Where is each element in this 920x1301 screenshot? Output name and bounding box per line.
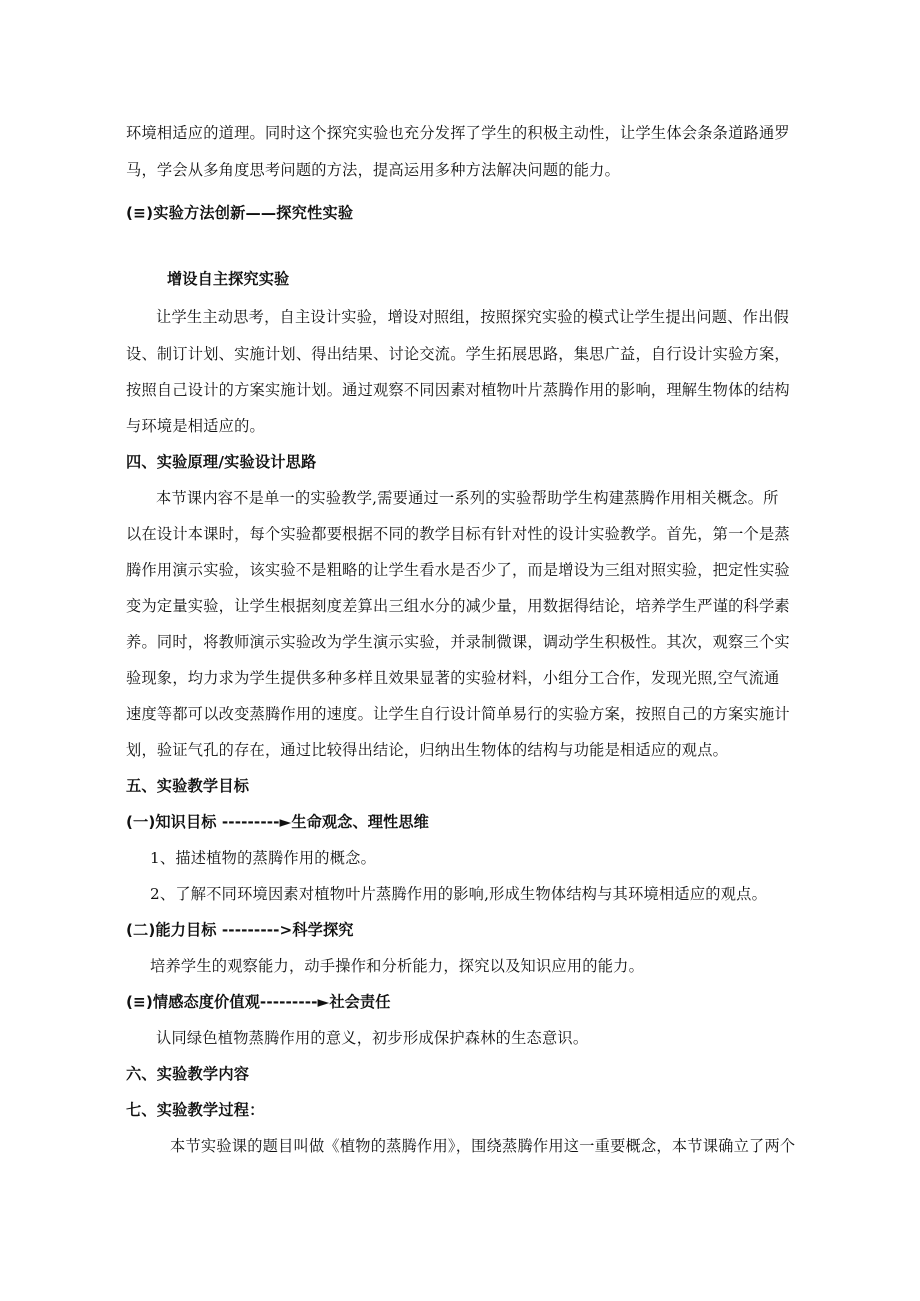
knowledge-goal-item-1: 1、描述植物的蒸腾作用的概念。 xyxy=(150,849,377,867)
section-4-paragraph-line-1: 本节课内容不是单一的实验教学,需要通过一系列的实验帮助学生构建蒸腾作用相关概念。所 xyxy=(156,489,779,507)
section-4-paragraph-line-4: 变为定量实验，让学生根据刻度差算出三组水分的减少量，用数据得结论，培养学生严谨的科学素 xyxy=(126,597,790,615)
intro-line-1: 环境相适应的道理。同时这个探究实验也充分发挥了学生的积极主动性，让学生体会条条道路通罗 xyxy=(126,124,790,142)
ability-goal-heading: (二)能力目标 --------->科学探究 xyxy=(126,921,354,939)
emotion-goal-heading: (≡)情感态度价值观---------►社会责任 xyxy=(126,993,391,1011)
emotion-goal-text: 认同绿色植物蒸腾作用的意义，初步形成保护森林的生态意识。 xyxy=(156,1029,589,1047)
section-4-paragraph-line-2: 以在设计本课时，每个实验都要根据不同的教学目标有针对性的设计实验教学。首先，第一个是蒸 xyxy=(126,525,790,543)
knowledge-goal-heading: (一)知识目标 ---------►生命观念、理性思维 xyxy=(126,813,429,831)
section-7-heading: 七、实验教学过程： xyxy=(126,1101,265,1119)
section-7-paragraph-line-1: 本节实验课的题目叫做《植物的蒸腾作用》，围绕蒸腾作用这一重要概念，本节课确立了两个 xyxy=(170,1137,796,1155)
section-5-heading: 五、实验教学目标 xyxy=(126,777,250,795)
section-3-heading: (≡)实验方法创新——探究性实验 xyxy=(126,204,354,222)
section-4-paragraph-line-5: 养。同时，将教师演示实验改为学生演示实验，并录制微课，调动学生积极性。其次，观察三个实 xyxy=(126,633,790,651)
section-3-paragraph-line-4: 与环境是相适应的。 xyxy=(126,417,265,435)
section-4-paragraph-line-3: 腾作用演示实验，该实验不是粗略的让学生看水是否少了，而是增设为三组对照实验，把定性实验 xyxy=(126,561,790,579)
ability-goal-text: 培养学生的观察能力，动手操作和分析能力，探究以及知识应用的能力。 xyxy=(150,957,644,975)
knowledge-goal-item-2: 2、了解不同环境因素对植物叶片蒸腾作用的影响,形成生物体结构与其环境相适应的观点。 xyxy=(150,885,768,903)
section-6-heading: 六、实验教学内容 xyxy=(126,1065,250,1083)
section-3-paragraph-line-1: 让学生主动思考，自主设计实验，增设对照组，按照探究实验的模式让学生提出问题、作出假 xyxy=(156,308,789,326)
section-3-paragraph-line-3: 按照自己设计的方案实施计划。通过观察不同因素对植物叶片蒸腾作用的影响，理解生物体的结构 xyxy=(126,381,790,399)
section-4-paragraph-line-6: 验现象，均力求为学生提供多种多样且效果显著的实验材料，小组分工合作，发现光照,空气流通 xyxy=(126,669,780,687)
section-4-heading: 四、实验原理/实验设计思路 xyxy=(126,453,317,471)
section-3-subheading: 增设自主探究实验 xyxy=(167,270,290,288)
section-3-paragraph-line-2: 设、制订计划、实施计划、得出结果、讨论交流。学生拓展思路，集思广益，自行设计实验方案， xyxy=(126,345,790,363)
intro-line-2: 马，学会从多角度思考问题的方法，提高运用多种方法解决问题的能力。 xyxy=(126,161,620,179)
section-4-paragraph-line-8: 划，验证气孔的存在，通过比较得出结论，归纳出生物体的结构与功能是相适应的观点。 xyxy=(126,741,729,759)
section-4-paragraph-line-7: 速度等都可以改变蒸腾作用的速度。让学生自行设计简单易行的实验方案，按照自己的方案实施计 xyxy=(126,705,790,723)
